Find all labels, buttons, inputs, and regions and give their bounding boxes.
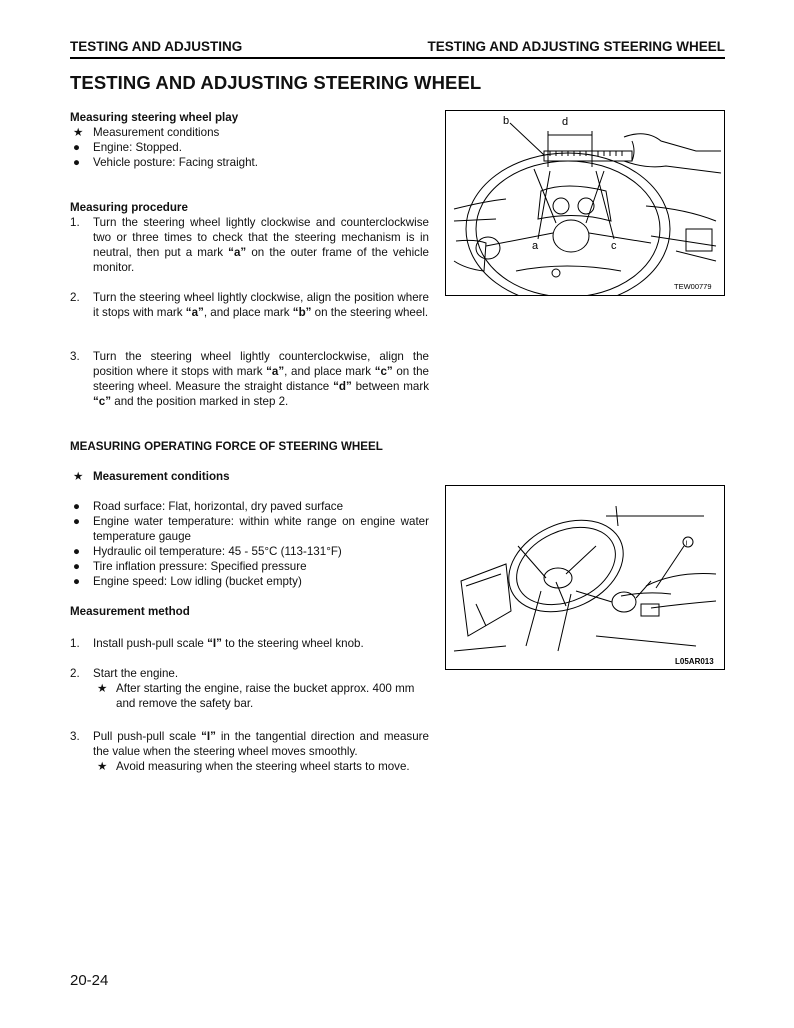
figure-code: L05AR013	[675, 657, 714, 666]
force-conditions-heading-block	[70, 469, 429, 484]
header-left: TESTING AND ADJUSTING	[70, 39, 243, 54]
page-number: 20-24	[70, 972, 109, 989]
method-step-2-block	[70, 666, 429, 711]
figure-label-I: I	[685, 540, 688, 548]
figure-label-a: a	[532, 240, 539, 252]
header-right: TESTING AND ADJUSTING STEERING WHEEL	[427, 39, 725, 54]
play-condition: ● Vehicle posture: Facing straight.	[73, 156, 258, 169]
procedure-step-1: 1. Turn the steering wheel lightly clockwise and counterclockwise two or three times to check that the steering mechanism is in neutral, then put a mark “a” on the outer frame of the vehicle monitor.	[70, 216, 430, 274]
method-step-1: 1. Install push-pull scale “I” to the steering wheel knob.	[70, 637, 364, 650]
play-section	[70, 110, 429, 170]
push-pull-scale-diagram	[446, 486, 724, 669]
play-condition: ● Engine: Stopped.	[73, 141, 182, 154]
procedure-step-2-block	[70, 290, 429, 320]
page-title: TESTING AND ADJUSTING STEERING WHEEL	[70, 72, 482, 93]
procedure-step-2: 2. Turn the steering wheel lightly clockwise, align the position where it stops with mark “a”, and place mark “b” on the steering wheel.	[70, 291, 429, 319]
play-condition: ★ Measurement conditions	[73, 126, 220, 139]
force-condition: ● Hydraulic oil temperature: 45 - 55°C (113-131°F)	[73, 545, 342, 558]
procedure-step-3-block	[70, 349, 429, 409]
force-condition: ● Tire inflation pressure: Specified pressure	[73, 560, 307, 573]
force-condition: ● Engine water temperature: within white range on engine water temperature gauge	[73, 515, 429, 543]
steering-wheel-play-diagram	[446, 111, 724, 295]
force-heading-block	[70, 439, 470, 454]
method-step-2-note: ★ After starting the engine, raise the bucket approx. 400 mm and remove the safety bar.	[97, 682, 415, 710]
figure-operating-force	[445, 485, 725, 670]
figure-label-d: d	[562, 116, 569, 128]
method-step-3-note: ★ Avoid measuring when the steering wheel starts to move.	[97, 760, 410, 773]
force-conditions-heading: ★ Measurement conditions	[73, 470, 230, 483]
figure-wheel-play	[445, 110, 725, 296]
figure-label-c: c	[611, 240, 617, 252]
method-step-1-block	[70, 636, 429, 651]
force-condition: ● Road surface: Flat, horizontal, dry paved surface	[73, 500, 344, 513]
method-step-3: 3. Pull push-pull scale “I” in the tangential direction and measure the value when the steering wheel moves smoothly.	[70, 730, 429, 758]
procedure-step-3: 3. Turn the steering wheel lightly counterclockwise, align the position where it stops with mark “a”, and place mark “c” on the steering wheel. Measure the straight distance “d” between mark “c” and the position marked in step 2.	[70, 350, 429, 408]
play-heading: Measuring steering wheel play	[70, 111, 239, 124]
procedure-section	[70, 200, 429, 275]
procedure-heading: Measuring procedure	[70, 201, 188, 214]
force-condition: ● Engine speed: Low idling (bucket empty)	[73, 575, 302, 588]
force-conditions	[70, 499, 429, 589]
method-step-2: 2. Start the engine.	[70, 667, 179, 680]
running-header	[70, 39, 725, 59]
method-heading-block	[70, 604, 429, 619]
method-step-3-block	[70, 729, 429, 774]
figure-code: TEW00779	[674, 282, 712, 291]
method-heading: Measurement method	[70, 605, 190, 618]
force-heading: MEASURING OPERATING FORCE OF STEERING WHEEL	[70, 440, 383, 453]
figure-label-b: b	[503, 115, 510, 127]
